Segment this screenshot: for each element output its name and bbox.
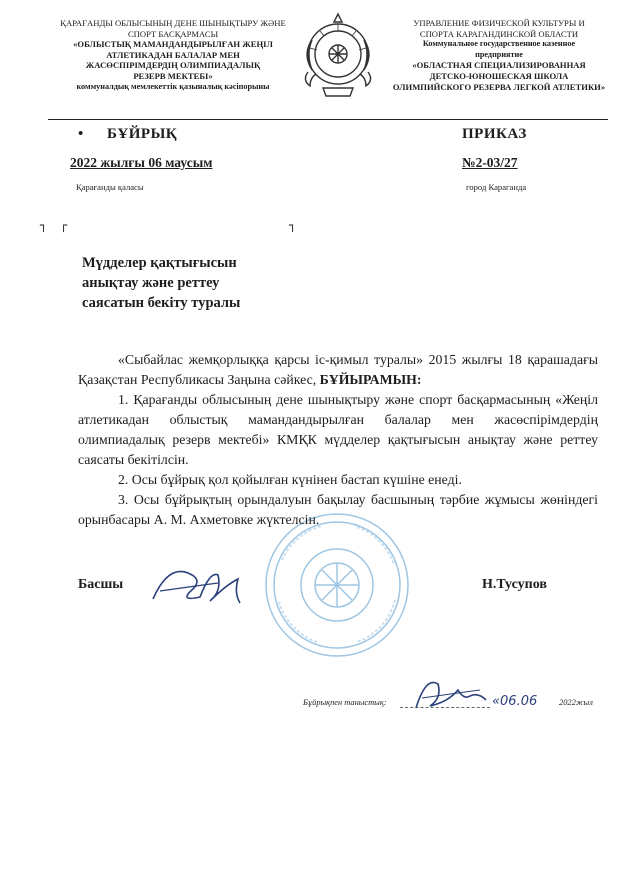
bullet-mark: • xyxy=(78,126,84,142)
city-ru: город Караганда xyxy=(466,182,527,192)
order-date: 2022 жылғы 06 маусым xyxy=(70,155,213,170)
header-right-line1: УПРАВЛЕНИЕ ФИЗИЧЕСКОЙ КУЛЬТУРЫ И xyxy=(413,18,585,28)
corner-mark-left-inner: ┌ xyxy=(60,218,68,232)
body-intro-bold: БҰЙЫРАМЫН: xyxy=(319,372,422,387)
state-emblem xyxy=(298,10,378,102)
body-item-1: 1. Қарағанды облысының дене шынықтыру және спорт басқармасының «Жеңіл атлетикадан облыстық мамандандырылған балалар мен жасөспірімдердің олимпиадалық резерв мектебі» КМҚК мүдделер қақтығысын анықтау және реттеу саясаты бекітілсін. xyxy=(78,392,598,467)
acknowledgement-signature xyxy=(408,672,492,716)
director-signature xyxy=(148,557,248,612)
subject-line1: Мүдделер қақтығысын xyxy=(82,255,237,271)
header-left-line4: АТЛЕТИКАДАН БАЛАЛАР МЕН xyxy=(106,49,240,60)
body-item-2: 2. Осы бұйрық қол қойылған күнінен бастап күшіне енеді. xyxy=(118,472,462,487)
acknowledgement-year: 2022жыл xyxy=(559,698,593,707)
order-number: №2-03/27 xyxy=(462,155,518,170)
signatory-name: Н.Тусупов xyxy=(482,577,547,592)
header-right-line6: ДЕТСКО-ЮНОШЕСКАЯ ШКОЛА xyxy=(429,70,569,81)
subject-line2: анықтау және реттеу xyxy=(82,275,220,291)
city-kz: Қарағанды қаласы xyxy=(76,182,144,192)
acknowledgement-date: «06.06 xyxy=(492,694,538,709)
header-right-line2: СПОРТА КАРАГАНДИНСКОЙ ОБЛАСТИ xyxy=(419,28,579,39)
header-right-line7: ОЛИМПИЙСКОГО РЕЗЕРВА ЛЕГКОЙ АТЛЕТИКИ» xyxy=(392,81,606,92)
subject xyxy=(82,253,282,313)
header-right-line3: Коммунальное государственное казенное xyxy=(422,39,576,49)
signatory-title: Басшы xyxy=(78,577,124,592)
header-left-line7: коммуналдық мемлекеттік қазыналық кәсіпорыны xyxy=(76,81,270,91)
header-left xyxy=(42,18,304,92)
acknowledgement-label: Бұйрықпен таныстық: xyxy=(303,698,387,707)
header-left-line3: «ОБЛЫСТЫҚ МАМАНДАНДЫРЫЛҒАН ЖЕҢІЛ xyxy=(73,39,273,50)
corner-mark-left-outer: ┐ xyxy=(40,218,48,232)
title-ru: ПРИКАЗ xyxy=(462,126,527,142)
subject-line3: саясатын бекіту туралы xyxy=(82,295,241,311)
header-right-line5: «ОБЛАСТНАЯ СПЕЦИАЛИЗИРОВАННАЯ xyxy=(412,60,586,71)
order-body xyxy=(78,350,598,530)
header-right xyxy=(382,18,616,92)
header-left-line5: ЖАСӨСПІРІМДЕРДІҢ ОЛИМПИАДАЛЫҚ xyxy=(85,60,261,71)
official-stamp xyxy=(262,510,412,660)
header-right-line4: предприятие xyxy=(475,49,523,59)
corner-mark-right: ┐ xyxy=(289,218,297,232)
header-left-line6: РЕЗЕРВ МЕКТЕБІ» xyxy=(133,70,213,81)
header-divider xyxy=(48,119,608,120)
body-intro xyxy=(78,350,598,390)
title-kz: БҰЙРЫҚ xyxy=(107,126,178,142)
header-left-line2: СПОРТ БАСҚАРМАСЫ xyxy=(127,28,219,39)
body-item-3: 3. Осы бұйрықтың орындалуын бақылау басшының тәрбие жұмысы жөніндегі орынбасары А. М. Ахметовке жүктелсін. xyxy=(78,492,598,527)
body-intro-text: «Сыбайлас жемқорлыққа қарсы іс-қимыл туралы» 2015 жылғы 18 қарашадағы Қазақстан Республикасы Заңына сәйкес, xyxy=(78,352,598,387)
header-left-line1: ҚАРАҒАНДЫ ОБЛЫСЫНЫҢ ДЕНЕ ШЫНЫҚТЫРУ ЖӘНЕ xyxy=(60,18,286,28)
